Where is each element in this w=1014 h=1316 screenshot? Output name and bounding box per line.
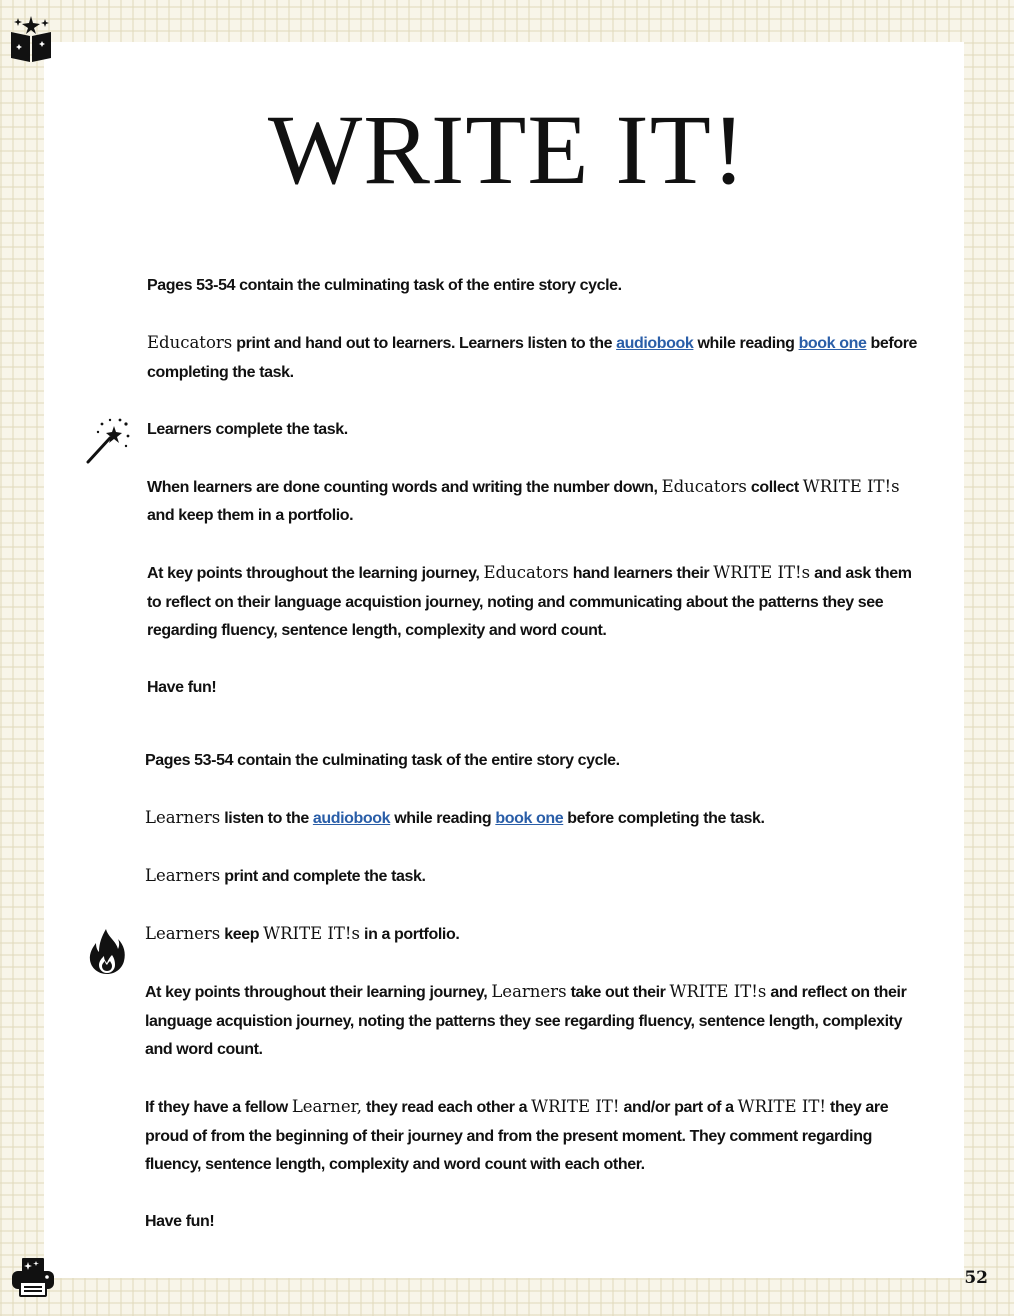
learners-term: Learners	[491, 982, 567, 1001]
write-it-term: WRITE IT!s	[802, 476, 900, 496]
write-it-term: WRITE IT!s	[669, 982, 767, 1001]
page-title: WRITE IT!	[267, 94, 747, 205]
flame-icon	[88, 927, 126, 980]
educator-paragraph-2: Educators print and hand out to learners. Learners listen to the audiobook while reading book one before completing the task.	[147, 333, 918, 381]
learner-paragraph-5: At key points throughout their learning journey, Learners take out their WRITE IT!s and reflect on their language acquistion journey, noting the patterns they see regarding fluency, sentence length, complexity and word count.	[145, 982, 907, 1058]
educator-paragraph-4: When learners are done counting words and writing the number down, Educators collect WRITE IT!s and keep them in a portfolio.	[147, 476, 900, 524]
educators-term: Educators	[483, 563, 569, 582]
learners-term: Learners	[145, 924, 221, 943]
educator-paragraph-3: Learners complete the task.	[147, 420, 348, 438]
educators-term: Educators	[661, 476, 747, 496]
learner-paragraph-4: Learners keep WRITE IT!s in a portfolio.	[145, 924, 460, 943]
magic-wand-icon	[84, 416, 132, 471]
learner-term: Learner,	[291, 1097, 362, 1116]
educator-paragraph-1: Pages 53-54 contain the culminating task of the entire story cycle.	[147, 277, 622, 294]
magic-book-icon[interactable]	[9, 14, 49, 54]
learner-instructions	[145, 747, 930, 1265]
learners-term: Learners	[145, 866, 221, 885]
learners-term: Learners	[145, 808, 221, 827]
learner-paragraph-3: Learners print and complete the task.	[145, 866, 426, 885]
page-number: 52	[964, 1268, 988, 1288]
learner-paragraph-2: Learners listen to the audiobook while reading book one before completing the task.	[145, 808, 765, 827]
write-it-term: WRITE IT!	[737, 1097, 826, 1116]
printer-icon[interactable]	[10, 1256, 50, 1296]
write-it-term: WRITE IT!s	[263, 924, 360, 943]
write-it-term: WRITE IT!s	[713, 563, 811, 582]
book-one-link[interactable]: book one	[798, 335, 867, 352]
learner-paragraph-7: Have fun!	[145, 1213, 215, 1230]
learner-paragraph-1: Pages 53-54 contain the culminating task of the entire story cycle.	[145, 752, 620, 769]
audiobook-link[interactable]: audiobook	[616, 335, 694, 352]
write-it-term: WRITE IT!	[531, 1097, 620, 1116]
educator-instructions	[147, 272, 927, 731]
learner-paragraph-6: If they have a fellow Learner, they read each other a WRITE IT! and/or part of a WRITE IT! they are proud of from the beginning of their journey and from the present moment. They comment regarding fluency, sentence length, complexity and word count with each other.	[145, 1097, 889, 1173]
educator-paragraph-6: Have fun!	[147, 679, 217, 696]
audiobook-link[interactable]: audiobook	[312, 810, 391, 827]
educators-term: Educators	[147, 333, 233, 352]
educator-paragraph-5: At key points throughout the learning journey, Educators hand learners their WRITE IT!s and ask them to reflect on their language acquistion journey, noting and communicating about the patterns they see regarding fluency, sentence length, complexity and word count.	[147, 563, 912, 639]
book-one-link[interactable]: book one	[495, 810, 564, 827]
